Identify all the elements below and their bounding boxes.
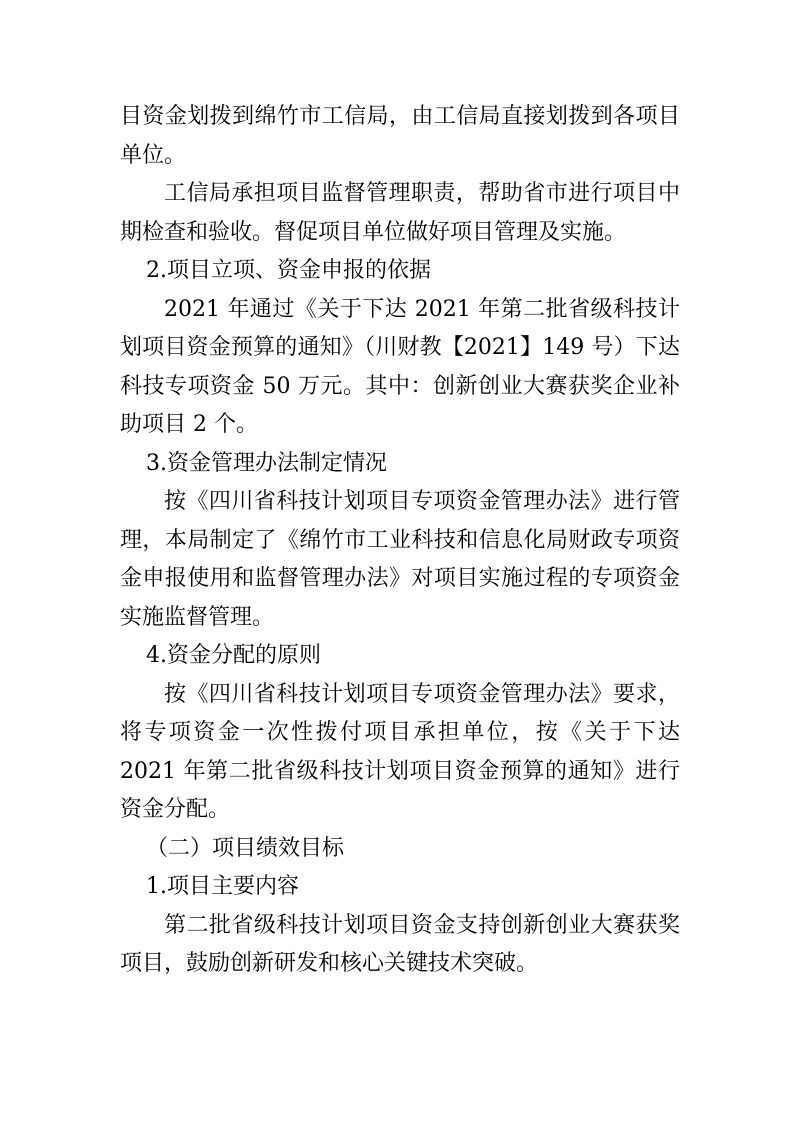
paragraph-supervision-duty: 工信局承担项目监督管理职责，帮助省市进行项目中期检查和验收。督促项目单位做好项目管理及实施。 [120, 181, 680, 245]
paragraph-main-content: 第二批省级科技计划项目资金支持创新创业大赛获奖项目，鼓励创新研发和核心关键技术突破。 [120, 912, 680, 976]
heading-main-content: 1.项目主要内容 [146, 874, 299, 899]
heading-allocation-principle: 4.资金分配的原则 [146, 643, 321, 668]
heading-management-method: 3.资金管理办法制定情况 [146, 450, 387, 476]
heading-project-basis: 2.项目立项、资金申报的依据 [146, 258, 431, 283]
paragraph-allocation-principle: 按《四川省科技计划项目专项资金管理办法》要求，将专项资金一次性拨付项目承担单位，按《关于下达 2021 年第二批省级科技计划项目资金预算的通知》进行资金分配。 [120, 681, 680, 822]
paragraph-funds-transfer: 目资金划拨到绵竹市工信局，由工信局直接划拨到各项目单位。 [120, 104, 680, 168]
heading-performance-goals: （二）项目绩效目标 [146, 835, 345, 861]
paragraph-project-basis: 2021 年通过《关于下达 2021 年第二批省级科技计划项目资金预算的通知》（川财教【2021】149 号）下达科技专项资金 50 万元。其中：创新创业大赛获奖企业补助项目 2 个。 [120, 296, 680, 437]
document-body [120, 98, 680, 984]
paragraph-management-method: 按《四川省科技计划项目专项资金管理办法》进行管理，本局制定了《绵竹市工业科技和信息化局财政专项资金申报使用和监督管理办法》对项目实施过程的专项资金实施监督管理。 [120, 489, 680, 630]
